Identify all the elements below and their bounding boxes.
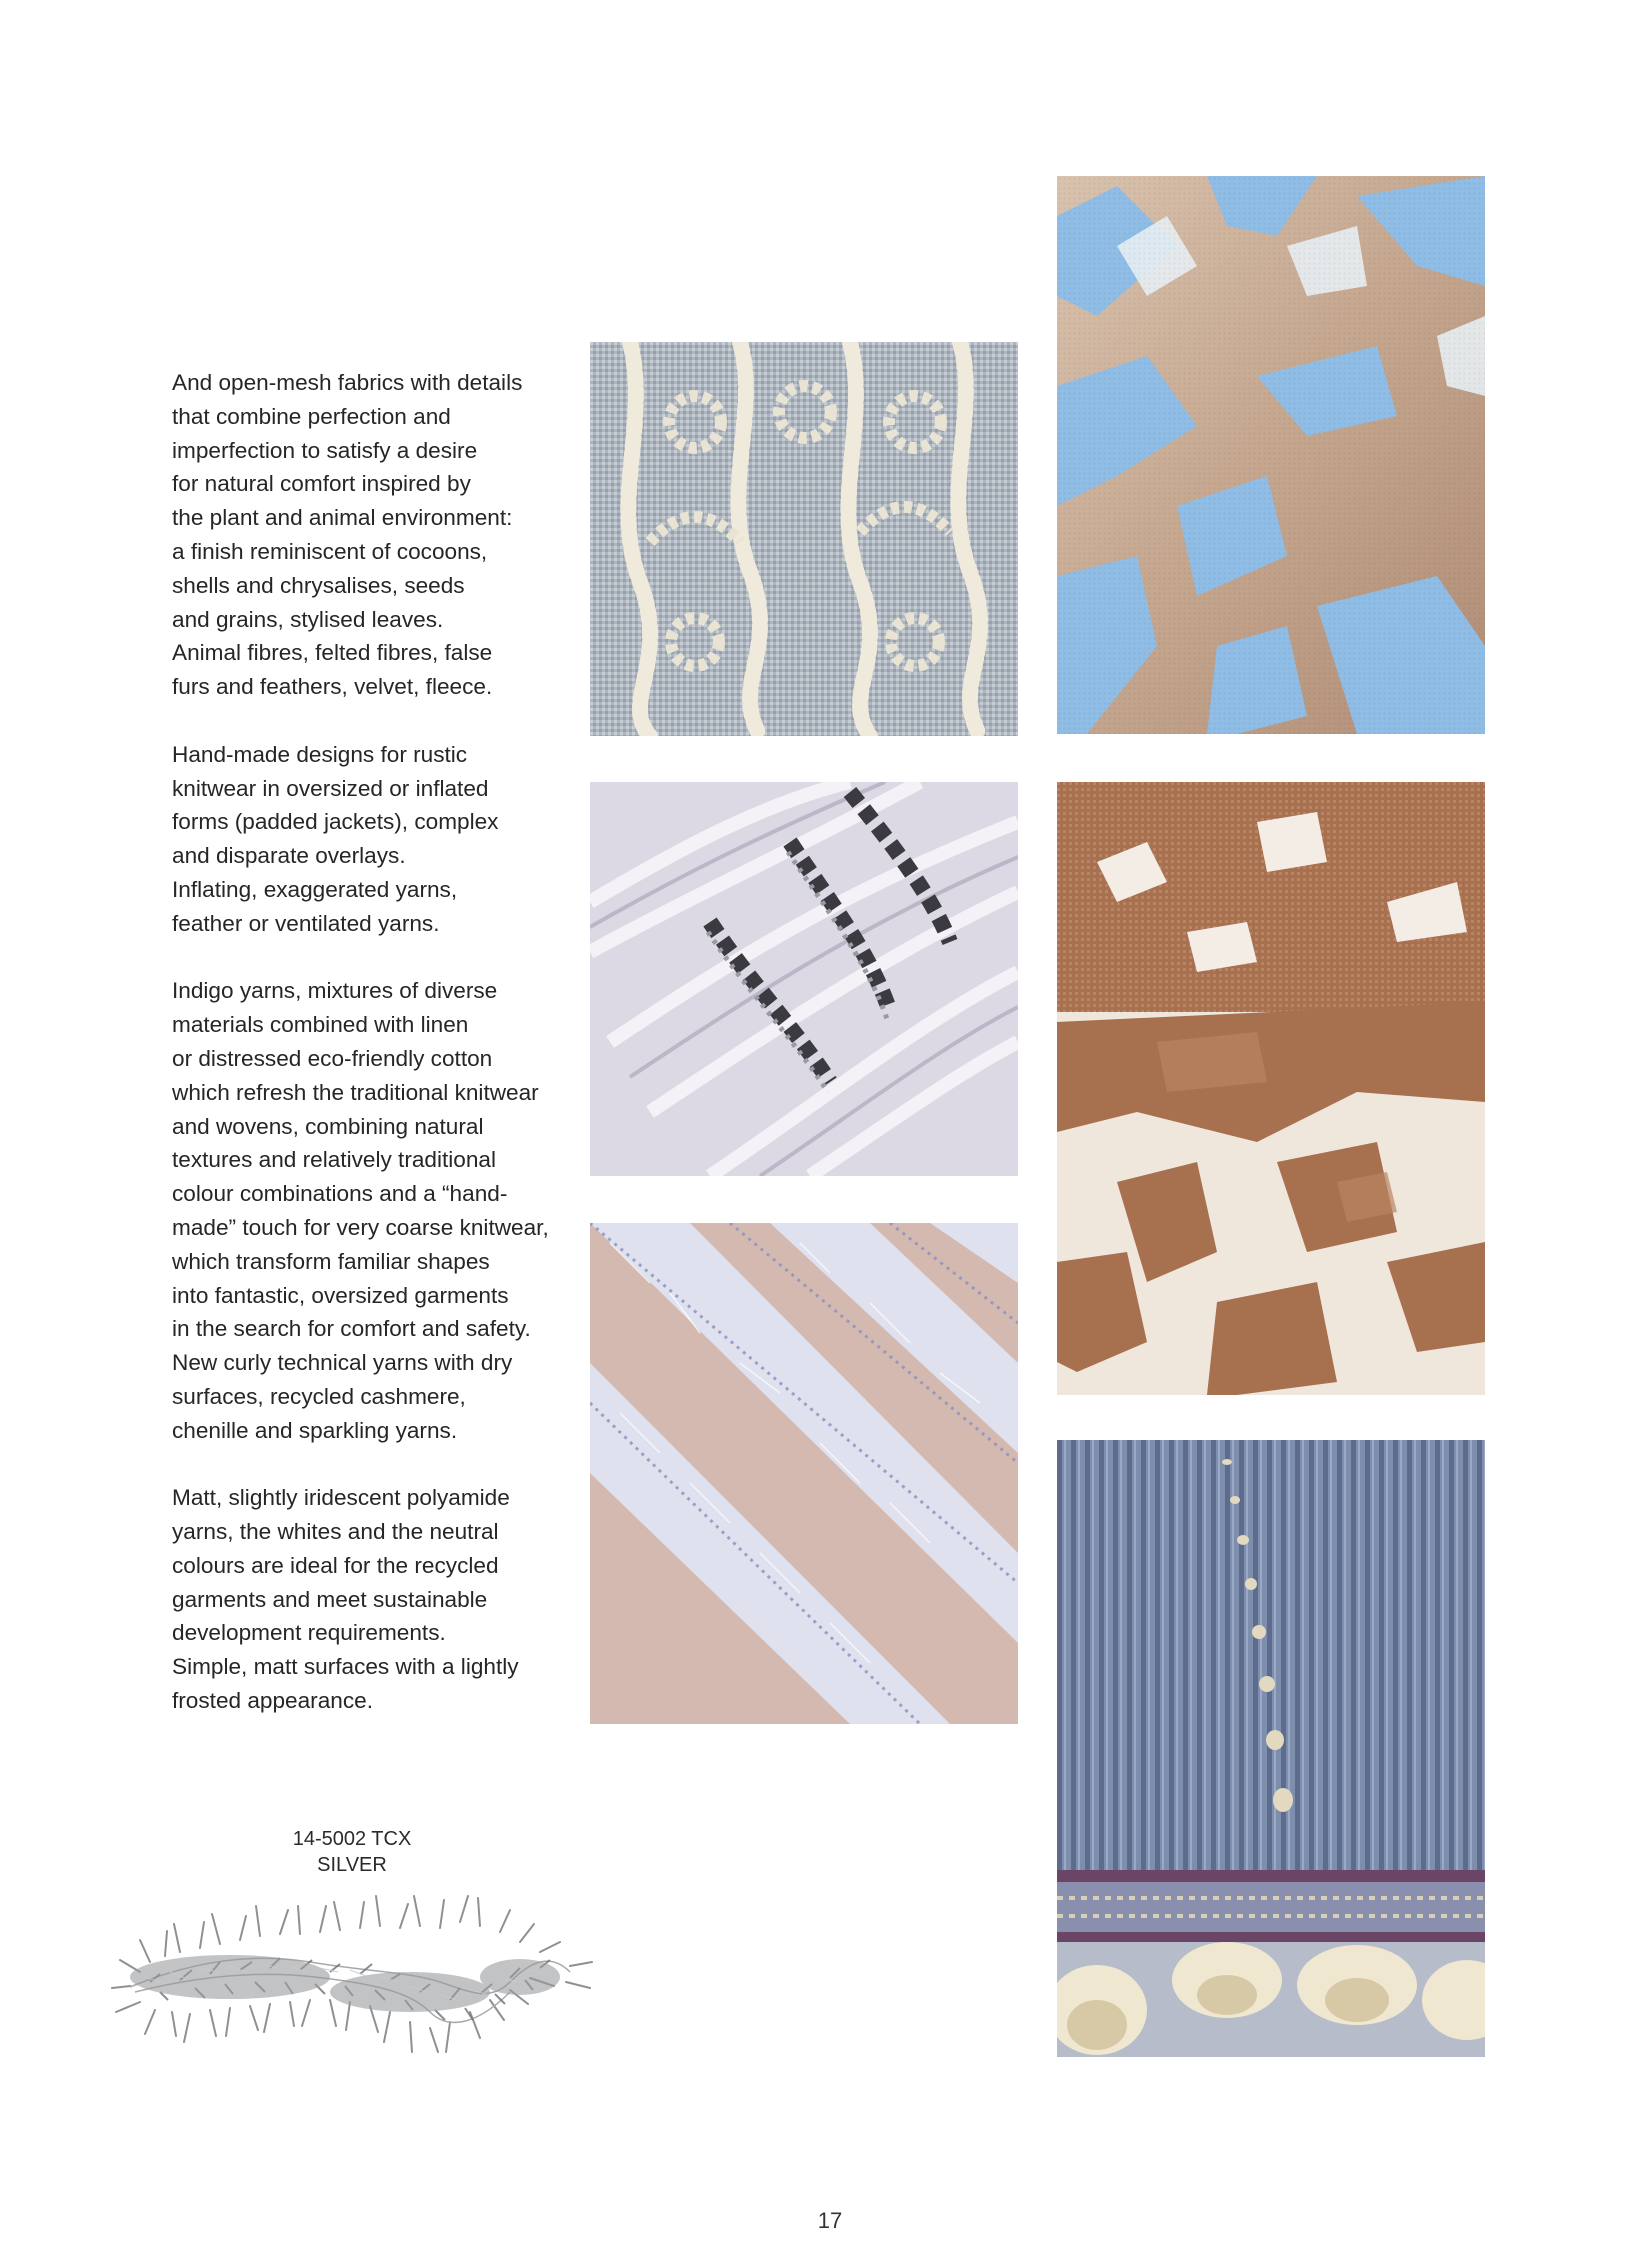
swatch-label xyxy=(252,1826,452,1878)
paragraph-open-mesh: And open-mesh fabrics with details that combine perfection and imperfection to satisfy a desire for natural comfort inspired by the plant and animal environment: a finish reminiscent of cocoons, shells and chrysalises, seeds and grains, stylised leaves. Animal fibres, felted fibres, false furs and feathers, velvet, fleece. xyxy=(172,370,523,700)
swatch-name: SILVER xyxy=(317,1854,387,1876)
paragraph-hand-made: Hand-made designs for rustic knitwear in oversized or inflated forms (padded jackets), complex and disparate overlays. Inflating, exaggerated yarns, feather or ventilated yarns. xyxy=(172,741,499,936)
fabric-photo-lilac-pleats xyxy=(590,782,1018,1176)
silver-yarn-sample xyxy=(110,1882,600,2078)
fabric-photo-cream-boucle xyxy=(590,342,1018,736)
fabric-photo-pink-stripes xyxy=(590,1223,1018,1724)
body-text-column xyxy=(172,366,572,1752)
fabric-photo-blue-tan-jacquard xyxy=(1057,176,1485,734)
paragraph-indigo-yarns: Indigo yarns, mixtures of diverse materials combined with linen or distressed eco-friendly cotton which refresh the traditional knitwear and wovens, combining natural textures and relatively traditional colour combinations and a “hand- made” touch for very coarse knitwear, which transform familiar shapes into fantastic, oversized garments in the search for comfort and safety. New curly technical yarns with dry surfaces, recycled cashmere, chenille and sparkling yarns. xyxy=(172,978,549,1443)
swatch-code: 14-5002 TCX xyxy=(292,1828,412,1850)
fabric-photo-blue-rib-knit xyxy=(1057,1440,1485,2057)
paragraph-polyamide: Matt, slightly iridescent polyamide yarns, the whites and the neutral colours are ideal for the recycled garments and meet sustainable development requirements. Simple, matt surfaces with a lightly frosted appearance. xyxy=(172,1485,519,1714)
fabric-photo-rust-jacquard xyxy=(1057,782,1485,1395)
page-number: 17 xyxy=(817,2208,843,2233)
